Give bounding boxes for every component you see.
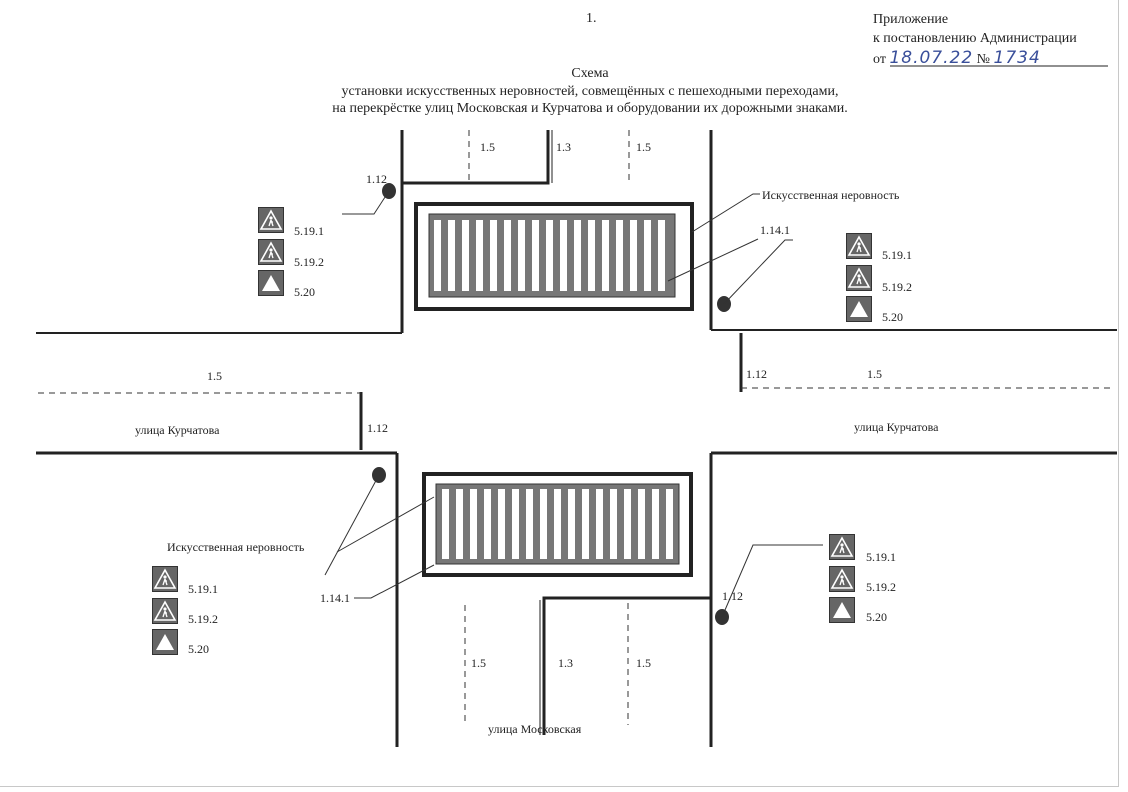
pedestrian-crossing-sign-icon <box>846 233 872 259</box>
stop-line-label-left: 1.12 <box>367 421 388 435</box>
zebra-stripes-bottom <box>442 489 673 559</box>
marking-label-top: 1.14.1 <box>760 223 790 237</box>
street-name-right: улица Курчатова <box>854 420 939 434</box>
speed-bump-label-top: Искусственная неровность <box>762 188 900 202</box>
sign-code: 5.19.2 <box>882 280 912 294</box>
speed-bump-label-bottom: Искусственная неровность <box>167 540 305 554</box>
pedestrian-crossing-sign-icon <box>846 265 872 291</box>
resolution-label: к постановлению Администрации <box>873 31 1077 46</box>
pedestrian-crossing-sign-icon <box>258 239 284 265</box>
lane-label-bottom-left: 1.5 <box>471 656 486 670</box>
sign-code: 5.19.1 <box>294 224 324 238</box>
sign-code: 5.20 <box>188 642 209 656</box>
from-label: от <box>873 52 886 67</box>
pedestrian-crossing-sign-icon <box>829 566 855 592</box>
crosswalk-bottom <box>424 474 691 575</box>
sign-code: 5.20 <box>866 610 887 624</box>
handwritten-number: 1734 <box>993 48 1041 68</box>
lane-label-right: 1.5 <box>867 367 882 381</box>
pedestrian-crossing-sign-icon <box>152 566 178 592</box>
sign-code: 5.19.2 <box>188 612 218 626</box>
sign-code: 5.19.1 <box>882 248 912 262</box>
crosswalk-top <box>416 204 692 309</box>
pedestrian-crossing-sign-icon <box>829 534 855 560</box>
sign-code: 5.20 <box>294 285 315 299</box>
sign-code: 5.19.1 <box>866 550 896 564</box>
pedestrian-crossing-sign-icon <box>152 598 178 624</box>
lane-label-bottom-right: 1.5 <box>636 656 651 670</box>
handwritten-date: 18.07.22 <box>889 48 974 68</box>
speed-bump-sign-icon <box>152 629 178 655</box>
lane-label-bottom-center: 1.3 <box>558 656 573 670</box>
street-name-bottom: улица Московская <box>488 722 582 736</box>
scheme-title: Схема <box>571 66 609 81</box>
zebra-stripes-top <box>434 220 665 291</box>
lane-label-top-center: 1.3 <box>556 140 571 154</box>
appendix-label: Приложение <box>873 12 949 27</box>
speed-bump-sign-icon <box>258 270 284 296</box>
lane-label-left: 1.5 <box>207 369 222 383</box>
sign-code: 5.20 <box>882 310 903 324</box>
stop-line-label-bottom-right: 1.12 <box>722 589 743 603</box>
stop-line-label-right: 1.12 <box>746 367 767 381</box>
scheme-subtitle-2: на перекрёстке улиц Московская и Курчатова и оборудовании их дорожными знаками. <box>332 101 848 116</box>
page-number: 1. <box>586 11 597 26</box>
pedestrian-crossing-sign-icon <box>258 207 284 233</box>
scheme-subtitle-1: установки искусственных неровностей, совмещённых с пешеходными переходами, <box>341 84 839 99</box>
sign-code: 5.19.1 <box>188 582 218 596</box>
street-name-left: улица Курчатова <box>135 423 220 437</box>
stop-line-label-top-left: 1.12 <box>366 172 387 186</box>
number-label: № <box>976 52 990 67</box>
speed-bump-sign-icon <box>846 296 872 322</box>
marking-label-bottom: 1.14.1 <box>320 591 350 605</box>
lane-label-top-right: 1.5 <box>636 140 651 154</box>
speed-bump-sign-icon <box>829 597 855 623</box>
lane-label-top-left: 1.5 <box>480 140 495 154</box>
sign-code: 5.19.2 <box>294 255 324 269</box>
sign-code: 5.19.2 <box>866 580 896 594</box>
